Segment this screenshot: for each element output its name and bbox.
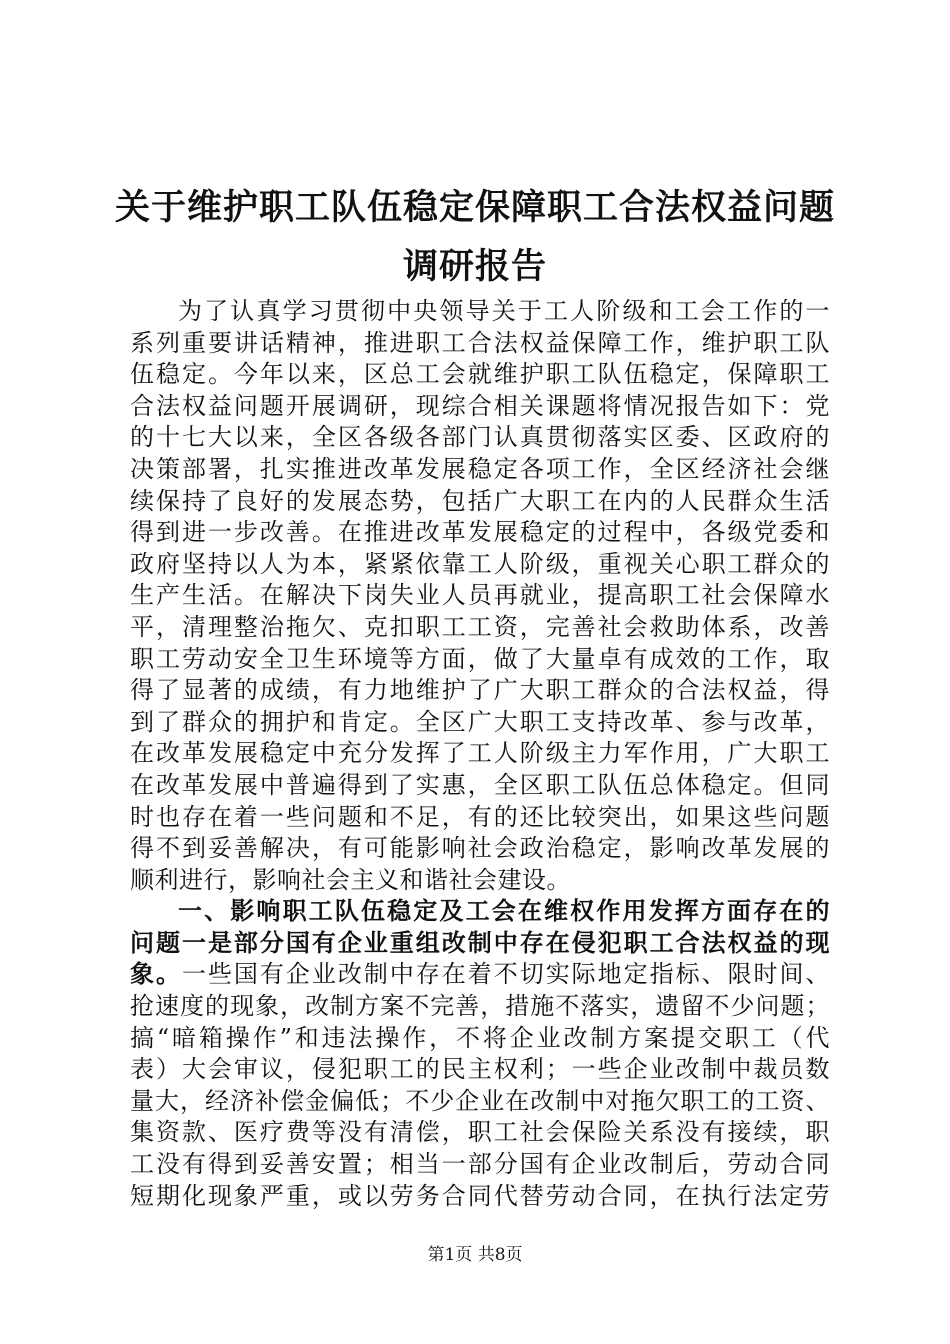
paragraph-1-line: 平，清理整治拖欠、克扣职工工资，完善社会救助体系，改善 — [130, 612, 830, 641]
document-title-line-2: 调研报告 — [402, 247, 547, 287]
paragraph-2-line: 抢速度的现象，改制方案不完善，措施不落实，遗留不少问题； — [130, 992, 830, 1021]
section-heading-line: 一、影响职工队伍稳定及工会在维权作用发挥方面存在的 — [178, 897, 830, 926]
section-heading-line: 问题一是部分国有企业重组改制中存在侵犯职工合法权益的现 — [130, 928, 830, 957]
paragraph-1-line: 系列重要讲话精神，推进职工合法权益保障工作，维护职工队 — [130, 328, 830, 357]
paragraph-1-line: 政府坚持以人为本，紧紧依靠工人阶级，重视关心职工群众的 — [130, 549, 830, 578]
paragraph-2-text: 一些国有企业改制中存在着不切实际地定指标、限时间、 — [181, 960, 831, 989]
section-heading-end: 象。 — [130, 960, 182, 989]
document-body — [130, 296, 830, 1212]
paragraph-1-line: 得不到妥善解决，有可能影响社会政治稳定，影响改革发展的 — [130, 834, 830, 863]
paragraph-1-line: 伍稳定。今年以来，区总工会就维护职工队伍稳定，保障职工 — [130, 360, 830, 389]
paragraph-1-line: 时也存在着一些问题和不足，有的还比较突出，如果这些问题 — [130, 802, 830, 831]
paragraph-1-line: 职工劳动安全卫生环境等方面，做了大量卓有成效的工作，取 — [130, 644, 830, 673]
paragraph-2-line: 表）大会审议，侵犯职工的民主权利；一些企业改制中裁员数 — [130, 1055, 830, 1084]
paragraph-2-first-line — [130, 959, 830, 991]
paragraph-1-line: 到了群众的拥护和肯定。全区广大职工支持改革、参与改革， — [130, 707, 830, 736]
page-number-footer: 第1页 共8页 — [427, 1245, 523, 1265]
paragraph-1-line: 决策部署，扎实推进改革发展稳定各项工作，全区经济社会继 — [130, 454, 830, 483]
paragraph-1-line: 生产生活。在解决下岗失业人员再就业，提高职工社会保障水 — [130, 581, 830, 610]
paragraph-1-line: 为了认真学习贯彻中央领导关于工人阶级和工会工作的一 — [178, 297, 830, 325]
paragraph-1-line: 顺利进行，影响社会主义和谐社会建设。 — [130, 865, 571, 894]
paragraph-2-line: 短期化现象严重，或以劳务合同代替劳动合同，在执行法定劳 — [130, 1181, 830, 1210]
paragraph-1-line: 续保持了良好的发展态势，包括广大职工在内的人民群众生活 — [130, 486, 830, 515]
paragraph-2-line: 工没有得到妥善安置；相当一部分国有企业改制后，劳动合同 — [130, 1150, 830, 1179]
paragraph-2-line: 量大，经济补偿金偏低；不少企业在改制中对拖欠职工的工资、 — [130, 1086, 830, 1115]
paragraph-1-line: 合法权益问题开展调研，现综合相关课题将情况报告如下：党 — [130, 391, 830, 420]
paragraph-2-line: 搞“暗箱操作”和违法操作，不将企业改制方案提交职工（代 — [130, 1023, 830, 1052]
paragraph-1-line: 的十七大以来，全区各级各部门认真贯彻落实区委、区政府的 — [130, 423, 830, 452]
paragraph-1-line: 得到进一步改善。在推进改革发展稳定的过程中，各级党委和 — [130, 518, 830, 547]
paragraph-1-line: 在改革发展中普遍得到了实惠，全区职工队伍总体稳定。但同 — [130, 770, 830, 799]
paragraph-1-line: 得了显著的成绩，有力地维护了广大职工群众的合法权益，得 — [130, 676, 830, 705]
paragraph-2-line: 集资款、医疗费等没有清偿，职工社会保险关系没有接续，职 — [130, 1118, 830, 1147]
document-title-line-1: 关于维护职工队伍稳定保障职工合法权益问题 — [114, 188, 835, 228]
paragraph-1-line: 在改革发展稳定中充分发挥了工人阶级主力军作用，广大职工 — [130, 739, 830, 768]
